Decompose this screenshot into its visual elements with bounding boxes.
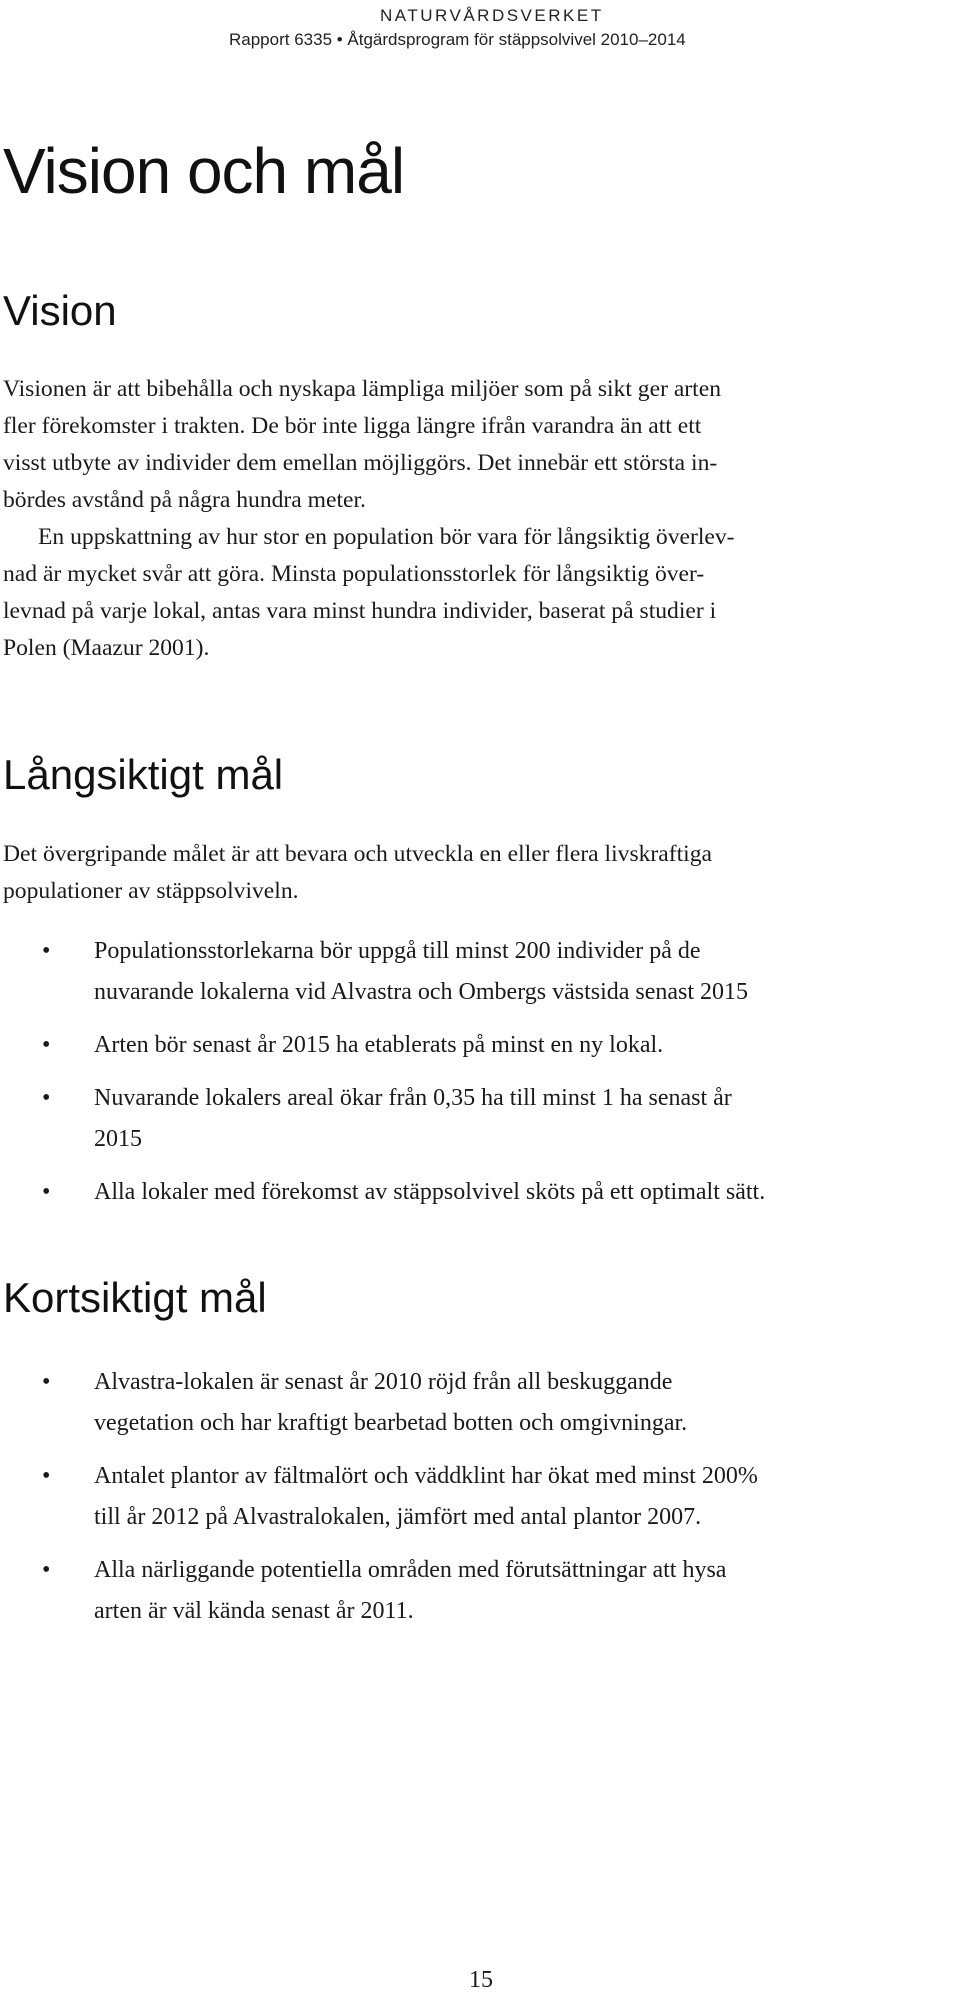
text-line: Arten bör senast år 2015 ha etablerats på minst en ny lokal. [94, 1032, 664, 1058]
text-line: Det övergripande målet är att bevara och utveckla en eller flera livskraftiga [3, 841, 712, 867]
text-line: arten är väl kända senast år 2011. [94, 1598, 414, 1624]
text-line: Alvastra-lokalen är senast år 2010 röjd från all beskuggande [94, 1369, 673, 1395]
text-line: nad är mycket svår att göra. Minsta populationsstorlek för långsiktig över- [3, 561, 705, 587]
report-line: Rapport 6335 • Åtgärdsprogram för stäppsolvivel 2010–2014 [229, 30, 686, 49]
vision-paragraph-2 [3, 519, 960, 667]
text-line: bördes avstånd på några hundra meter. [3, 487, 366, 513]
bullet-icon: • [42, 1032, 51, 1058]
text-line: nuvarande lokalerna vid Alvastra och Ombergs västsida senast 2015 [94, 979, 749, 1005]
list-item [0, 1456, 960, 1538]
list-item [0, 1362, 960, 1444]
short-term-goal-list [0, 1362, 960, 1632]
text-line: 2015 [94, 1126, 142, 1152]
text-line: Polen (Maazur 2001). [3, 635, 210, 661]
page-number: 15 [469, 1967, 493, 1993]
text-line: visst utbyte av individer dem emellan möjliggörs. Det innebär ett största in- [3, 450, 718, 476]
list-item [0, 1025, 960, 1066]
text-line: levnad på varje lokal, antas vara minst hundra individer, baserat på studier i [3, 598, 717, 624]
short-term-heading: Kortsiktigt mål [3, 1274, 267, 1321]
text-line: Antalet plantor av fältmalört och väddklint har ökat med minst 200% [94, 1463, 758, 1489]
text-line: till år 2012 på Alvastralokalen, jämfört med antal plantor 2007. [94, 1504, 702, 1530]
long-term-intro [3, 836, 960, 910]
organization-name: NATURVÅRDSVERKET [380, 6, 604, 25]
list-item [0, 931, 960, 1013]
list-item [0, 1550, 960, 1632]
text-line: En uppskattning av hur stor en population bör vara för långsiktig överlev- [38, 524, 735, 550]
vision-paragraph-1 [3, 371, 960, 519]
text-line: vegetation och har kraftigt bearbetad botten och omgivningar. [94, 1410, 688, 1436]
bullet-icon: • [42, 1557, 51, 1583]
bullet-icon: • [42, 1463, 51, 1489]
list-item [0, 1172, 960, 1213]
vision-heading: Vision [3, 287, 117, 334]
page-title: Vision och mål [3, 135, 405, 207]
text-line: Nuvarande lokalers areal ökar från 0,35 ha till minst 1 ha senast år [94, 1085, 732, 1111]
text-line: Alla lokaler med förekomst av stäppsolvivel sköts på ett optimalt sätt. [94, 1179, 766, 1205]
long-term-goal-list [0, 931, 960, 1213]
bullet-icon: • [42, 1179, 51, 1205]
bullet-icon: • [42, 938, 51, 964]
bullet-icon: • [42, 1085, 51, 1111]
text-line: Alla närliggande potentiella områden med förutsättningar att hysa [94, 1557, 727, 1583]
bullet-icon: • [42, 1369, 51, 1395]
text-line: populationer av stäppsolviveln. [3, 878, 299, 904]
text-line: Populationsstorlekarna bör uppgå till minst 200 individer på de [94, 938, 701, 964]
list-item [0, 1078, 960, 1160]
long-term-heading: Långsiktigt mål [3, 751, 284, 798]
text-line: Visionen är att bibehålla och nyskapa lämpliga miljöer som på sikt ger arten [3, 376, 721, 402]
text-line: fler förekomster i trakten. De bör inte ligga längre ifrån varandra än att ett [3, 413, 702, 439]
